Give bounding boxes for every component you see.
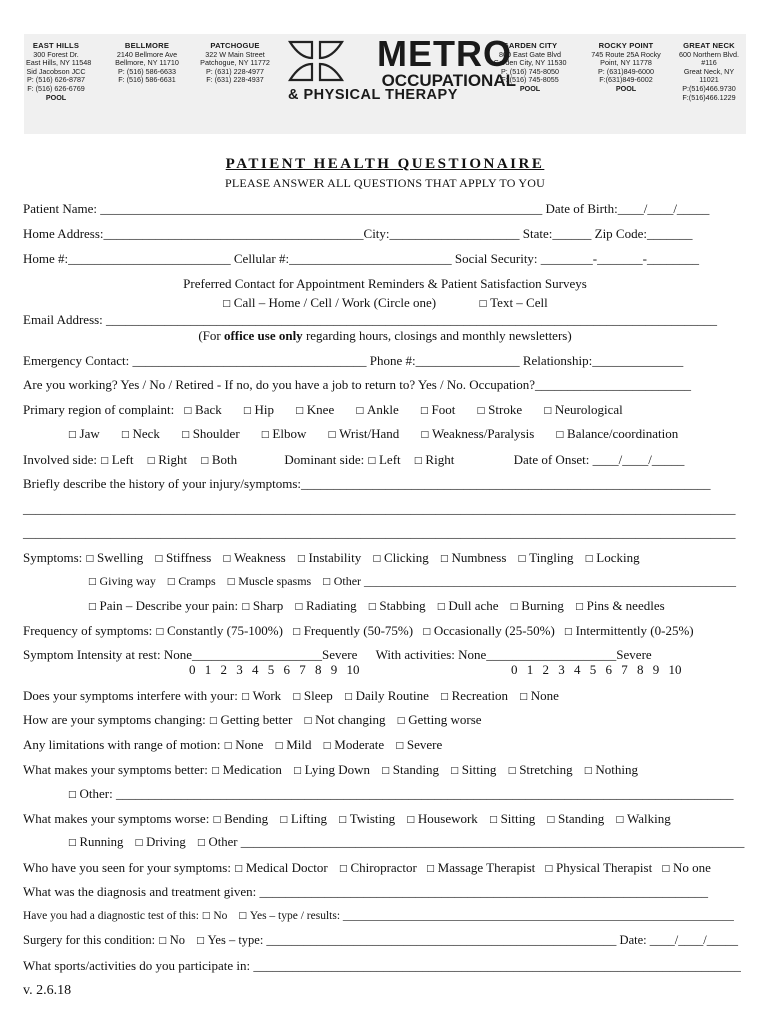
symptoms-row-1: Symptoms: □ Swelling □ Stiffness □ Weakness □ Instability □ Clicking □ Numbness □ Tingling □ Locking [23, 550, 640, 565]
checkbox-icon: □ [222, 299, 231, 309]
limitations-row: Any limitations with range of motion: □ None □ Mild □ Moderate □ Severe [23, 737, 443, 752]
checkbox-icon[interactable]: □ [197, 838, 206, 848]
checkbox-icon[interactable]: □ [292, 692, 301, 702]
checkbox-icon[interactable]: □ [327, 430, 337, 440]
changing-row: How are your symptoms changing: □ Getting better □ Not changing □ Getting worse [23, 712, 482, 727]
contact-call-option[interactable]: □ Call – Home / Cell / Work (Circle one) [222, 295, 437, 310]
metro-logo-icon [286, 38, 346, 84]
checkbox-icon[interactable]: □ [344, 692, 353, 702]
checkbox-icon[interactable]: □ [223, 741, 233, 751]
checkbox-icon[interactable]: □ [154, 554, 164, 564]
checkbox-icon[interactable]: □ [517, 554, 527, 564]
checkbox-icon[interactable]: □ [208, 716, 218, 726]
checkbox-icon[interactable]: □ [546, 815, 556, 825]
frequency-row: Frequency of symptoms: □ Constantly (75-100%) □ Frequently (50-75%) □ Occasionally (25-50%) □ Intermittently (0-25%) [23, 623, 694, 638]
checkbox-icon[interactable]: □ [183, 406, 193, 416]
checkbox-icon[interactable]: □ [68, 430, 77, 440]
checkbox-icon[interactable]: □ [615, 815, 625, 825]
checkbox-icon[interactable]: □ [260, 430, 270, 440]
checkbox-icon[interactable]: □ [450, 766, 459, 776]
region-row-1: Primary region of complaint: □ Back □ Hip □ Knee □ Ankle □ Foot □ Stroke □ Neurological [23, 402, 623, 417]
interfere-row: Does your symptoms interfere with your: □ Work □ Sleep □ Daily Routine □ Recreation □ None [23, 688, 559, 703]
history-line-2[interactable]: __________________________________________________________________________________________________________________ [23, 502, 736, 516]
location-east-hills: EAST HILLS 300 Forest Dr. East Hills, NY 11548 Sid Jacobson JCC P: (516) 626-8787 F: (516) 626-6769 POOL [26, 41, 92, 102]
location-bellmore: BELLMORE 2140 Bellmore Ave Bellmore, NY 11710 P: (516) 586-6633 F: (516) 586-6631 [115, 41, 179, 85]
form-title: PATIENT HEALTH QUESTIONAIRE [225, 156, 545, 172]
checkbox-icon[interactable]: □ [564, 627, 573, 637]
better-other-field[interactable]: Other: _______________________________________________________________________________________________ [79, 786, 734, 801]
checkbox-icon[interactable]: □ [426, 864, 435, 874]
checkbox-icon[interactable]: □ [440, 692, 449, 702]
checkbox-icon[interactable]: □ [88, 577, 97, 587]
checkbox-icon[interactable]: □ [212, 815, 222, 825]
checkbox-icon[interactable]: □ [201, 911, 211, 921]
home-address-field[interactable]: Home Address:________________________________________City:____________________ State:______ Zip Code:_______ [23, 226, 693, 241]
checkbox-icon[interactable]: □ [293, 766, 302, 776]
location-rocky-point: ROCKY POINT 745 Route 25A Rocky Point, NY 11778 P: (631)849-6000 F:(631)849-6002 POOL [591, 41, 661, 93]
location-patchogue: PATCHOGUE 322 W Main Street Patchogue, NY 11772 P: (631) 228-4977 F: (631) 228-4937 [200, 41, 270, 85]
working-question[interactable]: Are you working? Yes / No / Retired - If no, do you have a job to return to? Yes / No. Occupation?________________________ [23, 377, 691, 392]
checkbox-icon[interactable]: □ [381, 766, 390, 776]
pain-row: □ Pain – Describe your pain: □ Sharp □ Radiating □ Stabbing □ Dull ache □ Burning □ Pins & needles [88, 598, 665, 613]
worse-other-field[interactable]: Other _______________________________________________________________________________ [208, 835, 745, 849]
intensity-rest-field[interactable]: Symptom Intensity at rest: None____________________Severe [23, 647, 358, 662]
better-row: What makes your symptoms better: □ Medication □ Lying Down □ Standing □ Sitting □ Stretching □ Nothing [23, 762, 639, 777]
intensity-activity-scale: 0 1 2 3 4 5 6 7 8 9 10 [511, 662, 682, 677]
checkbox-icon[interactable]: □ [211, 766, 220, 776]
checkbox-icon[interactable]: □ [519, 692, 528, 702]
phone-fields[interactable]: Home #:_________________________ Cellular #:_________________________ Social Security: ________-_______-________ [23, 251, 699, 266]
checkbox-icon[interactable]: □ [440, 554, 449, 564]
checkbox-icon[interactable]: □ [476, 406, 486, 416]
brand-name: METRO OCCUPATIONAL [377, 33, 516, 90]
checkbox-icon[interactable]: □ [146, 456, 156, 466]
region-row-2: □ Jaw □ Neck □ Shoulder □ Elbow □ Wrist/Hand □ Weakness/Paralysis □ Balance/coordination [68, 426, 679, 441]
brand-tagline: & PHYSICAL THERAPY [288, 87, 458, 103]
checkbox-icon[interactable]: □ [322, 741, 332, 751]
checkbox-icon[interactable]: □ [241, 692, 250, 702]
emergency-contact-field[interactable]: Emergency Contact: ____________________________________ Phone #:________________ Relationship:______________ [23, 353, 684, 368]
office-use-note: (For office use only regarding hours, closings and monthly newsletters) [198, 328, 572, 343]
checkbox-icon[interactable]: □ [420, 406, 429, 416]
checkbox-icon: □ [478, 299, 488, 309]
symptoms-row-2: □ Giving way □ Cramps □ Muscle spasms □ Other ______________________________________________________________ [88, 574, 737, 588]
checkbox-icon[interactable]: □ [274, 741, 284, 751]
checkbox-icon[interactable]: □ [68, 838, 77, 848]
checkbox-icon[interactable]: □ [422, 627, 431, 637]
checkbox-icon[interactable]: □ [322, 577, 331, 587]
checkbox-icon[interactable]: □ [295, 406, 304, 416]
onset-field[interactable]: Date of Onset: ____/____/_____ [513, 452, 685, 467]
checkbox-icon[interactable]: □ [120, 430, 130, 440]
checkbox-icon[interactable]: □ [279, 815, 288, 825]
checkbox-icon[interactable]: □ [222, 554, 232, 564]
checkbox-icon[interactable]: □ [234, 864, 243, 874]
checkbox-icon[interactable]: □ [338, 864, 348, 874]
checkbox-icon[interactable]: □ [367, 602, 377, 612]
checkbox-icon[interactable]: □ [583, 766, 593, 776]
checkbox-icon[interactable]: □ [544, 864, 554, 874]
checkbox-icon[interactable]: □ [396, 716, 406, 726]
checkbox-icon[interactable]: □ [509, 602, 519, 612]
checkbox-icon[interactable]: □ [196, 936, 205, 946]
contact-preference-options [0, 295, 770, 311]
version-label: v. 2.6.18 [23, 983, 72, 998]
contact-text-option[interactable]: □ Text – Cell [478, 295, 548, 310]
checkbox-icon[interactable]: □ [413, 456, 423, 466]
seen-row: Who have you seen for your symptoms: □ Medical Doctor □ Chiropractor □ Massage Therapist □ Physical Therapist □ No one [23, 860, 711, 875]
checkbox-icon[interactable]: □ [181, 430, 190, 440]
checkbox-icon[interactable]: □ [88, 602, 97, 612]
checkbox-icon[interactable]: □ [661, 864, 670, 874]
checkbox-icon[interactable]: □ [226, 577, 236, 587]
sports-field[interactable]: What sports/activities do you participate in: ___________________________________________________________________________ [23, 958, 741, 973]
symptoms-other-field[interactable]: Other ______________________________________________________________ [333, 574, 737, 588]
surgery-row: Surgery for this condition: □ No □ Yes – type: ________________________________________________________ Date: ____/____/_____ [23, 933, 738, 947]
location-garden-city: GARDEN CITY 800 East Gate Blvd Garden City, NY 11530 P: (516) 745-8050 F: (516) 745-8055 POOL [493, 41, 567, 93]
diagnostic-test-row: Have you had a diagnostic test of this: □ No □ Yes – type / results: ____________________________________________________________________ [23, 910, 734, 922]
location-great-neck: GREAT NECK 600 Northern Blvd. #116 Great Neck, NY 11021 P:(516)466.9730 F:(516)466.1229 [679, 41, 739, 102]
checkbox-icon[interactable]: □ [436, 602, 446, 612]
history-field[interactable]: Briefly describe the history of your injury/symptoms:_______________________________________________________________ [23, 476, 711, 491]
better-other-row [68, 786, 733, 804]
intensity-activity-field[interactable]: With activities: None____________________Severe [375, 647, 652, 662]
checkbox-icon[interactable]: □ [507, 766, 517, 776]
checkbox-icon[interactable]: □ [85, 554, 95, 564]
checkbox-icon[interactable]: □ [575, 602, 584, 612]
checkbox-icon[interactable]: □ [372, 554, 381, 564]
checkbox-icon[interactable]: □ [294, 602, 304, 612]
checkbox-icon[interactable]: □ [292, 627, 301, 637]
history-line-3[interactable]: __________________________________________________________________________________________________________________ [23, 526, 736, 540]
checkbox-icon[interactable]: □ [238, 911, 247, 921]
checkbox-icon[interactable]: □ [555, 430, 565, 440]
checkbox-icon[interactable]: □ [200, 456, 209, 466]
checkbox-icon[interactable]: □ [134, 838, 144, 848]
checkbox-icon[interactable]: □ [68, 790, 77, 800]
form-subtitle: PLEASE ANSWER ALL QUESTIONS THAT APPLY TO YOU [225, 176, 545, 190]
checkbox-icon[interactable]: □ [395, 741, 404, 751]
sides-row: Involved side: □ Left □ Right □ Both Dominant side: □ Left □ Right Date of Onset: ____/____/_____ [23, 452, 685, 467]
checkbox-icon[interactable]: □ [158, 936, 167, 946]
patient-name-field[interactable]: Patient Name: ____________________________________________________________________ Date of Birth:____/____/_____ [23, 201, 710, 216]
checkbox-icon[interactable]: □ [355, 406, 364, 416]
worse-row-2: □ Running □ Driving □ Other _______________________________________________________________________________ [68, 835, 745, 849]
checkbox-icon[interactable]: □ [584, 554, 594, 564]
checkbox-icon[interactable]: □ [166, 577, 176, 587]
worse-row: What makes your symptoms worse: □ Bending □ Lifting □ Twisting □ Housework □ Sitting □ Standing □ Walking [23, 811, 671, 826]
letterhead [24, 34, 746, 134]
checkbox-icon[interactable]: □ [155, 627, 165, 637]
checkbox-icon[interactable]: □ [303, 716, 313, 726]
checkbox-icon[interactable]: □ [241, 602, 250, 612]
diagnosis-field[interactable]: What was the diagnosis and treatment given: _____________________________________________________________________ [23, 884, 708, 899]
checkbox-icon[interactable]: □ [296, 554, 306, 564]
checkbox-icon[interactable]: □ [543, 406, 552, 416]
checkbox-icon[interactable]: □ [100, 456, 109, 466]
surgery-field[interactable]: Yes – type: ________________________________________________________ Date: ____/____/_____ [207, 933, 738, 947]
contact-preference-label: Preferred Contact for Appointment Reminders & Patient Satisfaction Surveys [183, 276, 587, 291]
intensity-row [23, 647, 652, 662]
intensity-rest-scale: 0 1 2 3 4 5 6 7 8 9 10 [189, 662, 360, 677]
checkbox-icon[interactable]: □ [420, 430, 430, 440]
checkbox-icon[interactable]: □ [406, 815, 415, 825]
checkbox-icon[interactable]: □ [489, 815, 498, 825]
email-field[interactable]: Email Address: ______________________________________________________________________________________________ [23, 312, 718, 327]
checkbox-icon[interactable]: □ [367, 456, 376, 466]
checkbox-icon[interactable]: □ [338, 815, 347, 825]
checkbox-icon[interactable]: □ [243, 406, 252, 416]
diagnostic-test-field[interactable]: Yes – type / results: ____________________________________________________________________ [249, 910, 734, 922]
